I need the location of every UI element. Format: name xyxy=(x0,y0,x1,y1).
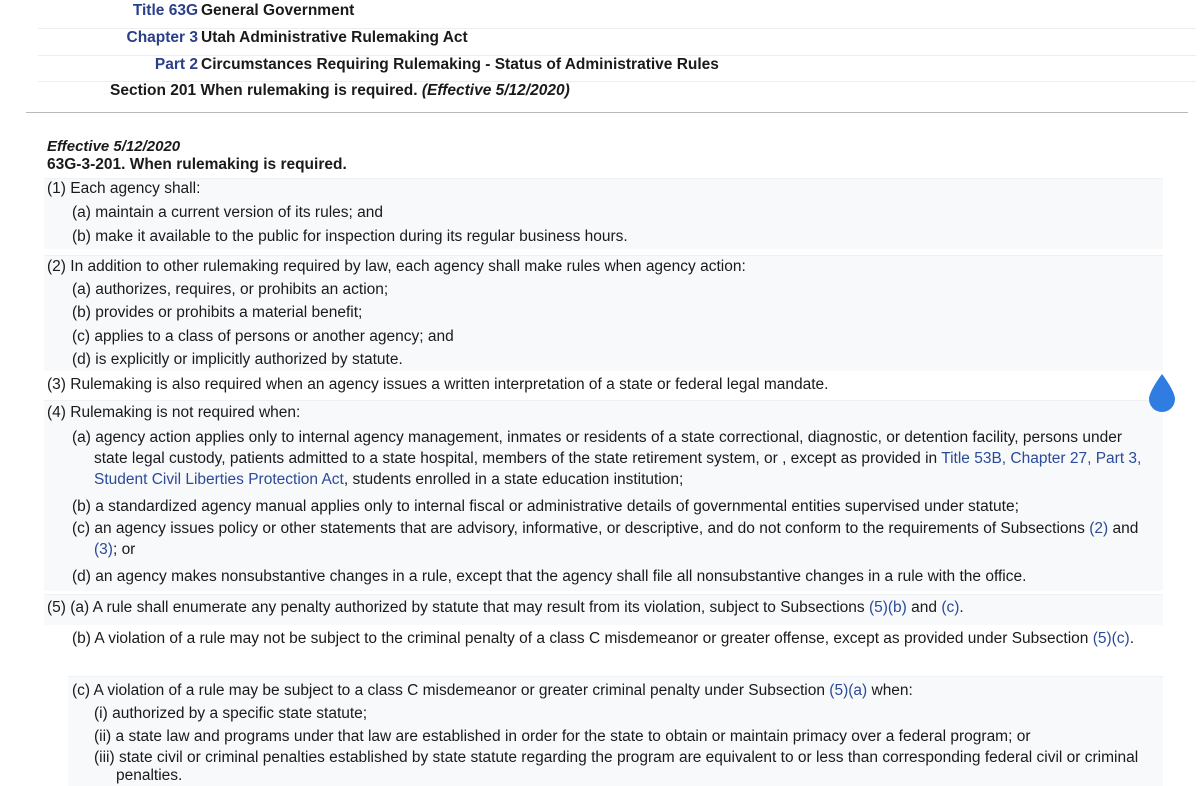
section-breadcrumb xyxy=(0,82,1200,108)
subsection-4a: (a) agency action applies only to internal agency management, inmates or residents of a state correctional, diagnostic, or detention facility, persons under state legal custody, patients admitted to a state hospital, members of the state retirement system, or , except as provided in Title 53B, Chapter 27, Part 3, Student Civil Liberties Protection Act, students enrolled in a state education institution; xyxy=(72,429,1142,488)
title-value: General Government xyxy=(201,2,355,19)
section-heading: 63G-3-201. When rulemaking is required. xyxy=(47,156,347,173)
subsection-5c-ii: (ii) a state law and programs under that law are established in order for the state to obtain or maintain primacy over a federal program; or xyxy=(94,728,1031,745)
effective-date: Effective 5/12/2020 xyxy=(47,138,181,155)
title-label[interactable]: Title 63G xyxy=(132,2,198,19)
subsection-5c-iii: (iii) state civil or criminal penalties established by state statute regarding the program are equivalent to or less than corresponding federal civil or criminal penalties. xyxy=(94,749,1139,784)
title-53b-link[interactable]: Title 53B, Chapter 27, Part 3, Student Civil Liberties Protection Act xyxy=(94,450,1142,488)
subsection-2b: (b) provides or prohibits a material benefit; xyxy=(72,304,363,321)
subsection-4d: (d) an agency makes nonsubstantive changes in a rule, except that the agency shall file all nonsubstantive changes in a rule with the office. xyxy=(72,568,1027,585)
part-value: Circumstances Requiring Rulemaking - Status of Administrative Rules xyxy=(201,56,719,73)
chapter-label[interactable]: Chapter 3 xyxy=(126,29,198,46)
subsection-4b: (b) a standardized agency manual applies only to internal fiscal or administrative details of governmental entities supervised under statute; xyxy=(72,498,1019,515)
subsection-4c: (c) an agency issues policy or other statements that are advisory, informative, or descriptive, and do not conform to the requirements of Subsections (2) and (3); or xyxy=(72,520,1139,558)
subsection-2c: (c) applies to a class of persons or another agency; and xyxy=(72,328,454,345)
subsection-2d: (d) is explicitly or implicitly authorized by statute. xyxy=(72,351,403,368)
subsection-1b: (b) make it available to the public for inspection during its regular business hours. xyxy=(72,228,628,245)
header-divider xyxy=(26,112,1188,113)
subsection-5b: (b) A violation of a rule may not be subject to the criminal penalty of a class C misdemeanor or greater offense, except as provided under Subsection (5)(c). xyxy=(72,630,1135,647)
section-effective: (Effective 5/12/2020) xyxy=(421,82,570,99)
subsection-5c-link[interactable]: (c) xyxy=(941,599,960,616)
subsection-1a: (a) maintain a current version of its rules; and xyxy=(72,204,383,221)
subsection-5a: (5) (a) A rule shall enumerate any penalty authorized by statute that may result from its violation, subject to Subsections (5)(b) and (c). xyxy=(47,599,964,616)
subsection-5c-link-2[interactable]: (5)(c) xyxy=(1092,630,1130,647)
title-breadcrumb xyxy=(0,2,1200,28)
subsection-5a-link[interactable]: (5)(a) xyxy=(829,682,868,699)
chapter-breadcrumb xyxy=(0,29,1200,55)
part-label[interactable]: Part 2 xyxy=(154,56,198,73)
part-breadcrumb xyxy=(0,56,1200,82)
subsection-1: (1) Each agency shall: xyxy=(47,180,201,197)
subsection-4: (4) Rulemaking is not required when: xyxy=(47,404,301,421)
drop-icon[interactable] xyxy=(1147,373,1177,413)
subsection-3-link[interactable]: (3) xyxy=(94,541,113,558)
subsection-2-link[interactable]: (2) xyxy=(1089,520,1109,537)
subsection-3: (3) Rulemaking is also required when an agency issues a written interpretation of a state or federal legal mandate. xyxy=(47,376,829,393)
subsection-2a: (a) authorizes, requires, or prohibits an action; xyxy=(72,281,389,298)
section-title: Section 201 When rulemaking is required. (Effective 5/12/2020) xyxy=(110,82,570,99)
subsection-2: (2) In addition to other rulemaking required by law, each agency shall make rules when agency action: xyxy=(47,258,746,275)
chapter-value: Utah Administrative Rulemaking Act xyxy=(201,29,468,46)
subsection-5c-i: (i) authorized by a specific state statute; xyxy=(94,705,368,722)
subsection-5b-link[interactable]: (5)(b) xyxy=(868,599,907,616)
subsection-5c: (c) A violation of a rule may be subject to a class C misdemeanor or greater criminal penalty under Subsection (5)(a) when: xyxy=(72,682,913,699)
